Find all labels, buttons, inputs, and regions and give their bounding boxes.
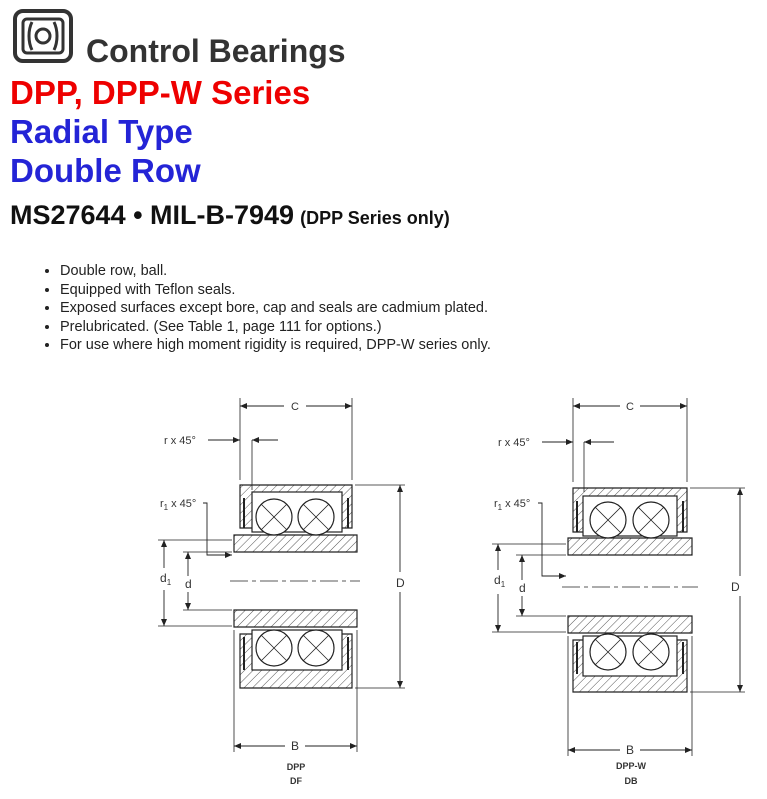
type-heading-double-row: Double Row <box>10 152 201 189</box>
dim-d1-label: $d_1$ <box>160 571 172 587</box>
dim-B-label: B <box>290 739 300 753</box>
dim-D-label: D <box>396 576 405 590</box>
drawing-caption-dpp: DPP <box>286 762 306 772</box>
dim-D-label: D <box>731 580 740 594</box>
drawing-subcaption-db: DB <box>624 776 638 786</box>
bearing-logo-icon <box>12 8 74 64</box>
spec-standard: MS27644 • MIL-B-7949 <box>10 200 295 230</box>
drawing-dpp-w <box>492 398 745 756</box>
feature-item: • Prelubricated. (See Table 1, page 111 for options.) <box>60 318 491 337</box>
dim-d-label: d <box>519 581 526 595</box>
dim-d-label: d <box>185 577 192 591</box>
dim-r-label: r x 45° <box>498 437 530 449</box>
feature-list <box>38 262 491 355</box>
dim-r1-label: $r_1$ x 45° <box>494 498 531 512</box>
drawing-subcaption-df: DF <box>290 776 302 786</box>
bearing-drawings <box>0 380 767 799</box>
dim-c-label: C <box>626 401 634 413</box>
spec-note: (DPP Series only) <box>300 208 450 228</box>
feature-item: • Double row, ball. <box>60 262 491 281</box>
dim-r1-label: $r_1$ x 45° <box>160 498 197 512</box>
spec-line <box>10 200 450 231</box>
feature-item: • For use where high moment rigidity is required, DPP-W series only. <box>60 336 491 355</box>
dim-r-label: r x 45° <box>164 435 196 447</box>
feature-item: • Equipped with Teflon seals. <box>60 281 491 300</box>
type-heading-radial: Radial Type <box>10 113 193 150</box>
series-heading: DPP, DPP-W Series <box>10 74 311 111</box>
page-title: Control Bearings <box>86 33 346 69</box>
dim-B-label: B <box>625 743 635 757</box>
drawing-dpp <box>158 398 405 752</box>
dim-c-label: C <box>291 401 299 413</box>
feature-item: • Exposed surfaces except bore, cap and seals are cadmium plated. <box>60 299 491 318</box>
drawing-caption-dpp-w: DPP-W <box>616 761 646 771</box>
dim-d1-label: $d_1$ <box>494 573 506 589</box>
